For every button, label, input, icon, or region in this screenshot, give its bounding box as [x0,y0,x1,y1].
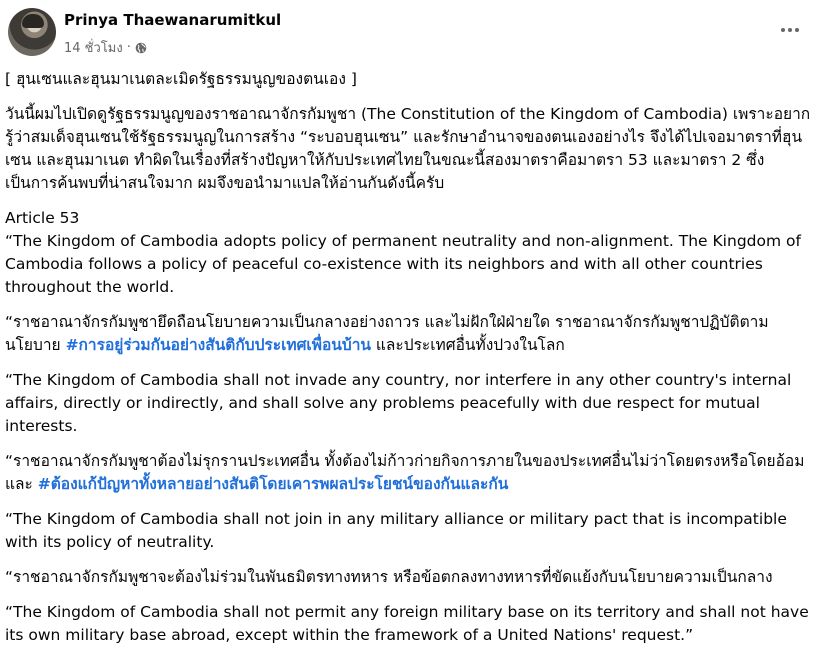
thai-paragraph-2 [5,450,815,496]
intro-paragraph: วันนี้ผมไปเปิดดูรัฐธรรมนูญของราชอาณาจักรกัมพูชา (The Constitution of the Kingdom of Cambodia) เพราะอยากรู้ว่าสมเด็จฮุนเซนใช้รัฐธรรมนูญในการสร้าง “ระบอบฮุนเซน” และรักษาอำนาจของตนเองอย่างไร จึงได้ไปเจอมาตราที่ฮุนเซน และฮุนมาเนต ทำผิดในเรื่องที่สร้างปัญหาให้กับประเทศไทยในขณะนี้สองมาตราคือมาตรา 53 และมาตรา 2 ซึ่งเป็นการค้นพบที่น่าสนใจมาก ผมจึงขอนำมาแปลให้อ่านกันดังนี้ครับ [5,105,811,192]
article-label: Article 53 [5,209,80,227]
post-body [5,68,815,659]
thai-paragraph-1 [5,311,815,357]
english-paragraph-3: “The Kingdom of Cambodia shall not join in any military alliance or military pact that is incompatible with its policy of neutrality. [5,510,787,551]
author-name[interactable]: Prinya Thaewanarumitkul [64,11,282,29]
english-paragraph-4: “The Kingdom of Cambodia shall not permit any foreign military base on its territory and shall not have its own military base abroad, except within the framework of a United Nations' request.” [5,603,809,644]
post-heading: [ ฮุนเซนและฮุนมาเนตละเมิดรัฐธรรมนูญของตนเอง ] [5,70,357,88]
more-horizontal-icon [781,28,785,32]
author-avatar[interactable] [8,8,56,56]
english-paragraph-2: “The Kingdom of Cambodia shall not invade any country, nor interfere in any other country's internal affairs, directly or indirectly, and shall solve any problems peacefully with due respect for mutual interests. [5,371,792,435]
thai-paragraph-1-text-a: “ราชอาณาจักรกัมพูชายึดถือนโยบายความเป็นกลางอย่างถาวร และไม่ฝักใฝ่ฝ่ายใด ราชอาณาจักรกัมพูชาปฏิบัติตามนโยบาย [5,313,769,354]
thai-paragraph-1-text-b: และประเทศอื่นทั้งปวงในโลก [371,336,565,354]
hashtag-peaceful-coexistence[interactable]: #การอยู่ร่วมกันอย่างสันติกับประเทศเพื่อนบ้าน [65,336,371,354]
english-paragraph-1: “The Kingdom of Cambodia adopts policy of permanent neutrality and non-alignment. The Kingdom of Cambodia follows a policy of peaceful co-existence with its neighbors and with all other countries throughout the world. [5,232,801,296]
thai-paragraph-3: “ราชอาณาจักรกัมพูชาจะต้องไม่ร่วมในพันธมิตรทางทหาร หรือข้อตกลงทางทหารที่ขัดแย้งกับนโยบายความเป็นกลาง [5,568,773,586]
hashtag-solve-problems-peacefully[interactable]: #ต้องแก้ปัญหาทั้งหลายอย่างสันติโดยเคารพผลประโยชน์ของกันและกัน [37,475,509,493]
thai-paragraph-2-text-a: “ราชอาณาจักรกัมพูชาต้องไม่รุกรานประเทศอื่น ทั้งต้องไม่ก้าวก่ายกิจการภายในของประเทศอื่นไม่ว่าโดยตรงหรือโดยอ้อม และ [5,452,805,493]
post-header [8,8,812,60]
more-options-button[interactable] [772,16,808,44]
post-meta [64,37,147,58]
post-timestamp[interactable]: 14 ชั่วโมง [64,41,123,56]
meta-separator: · [126,40,131,55]
globe-icon[interactable] [135,42,147,54]
